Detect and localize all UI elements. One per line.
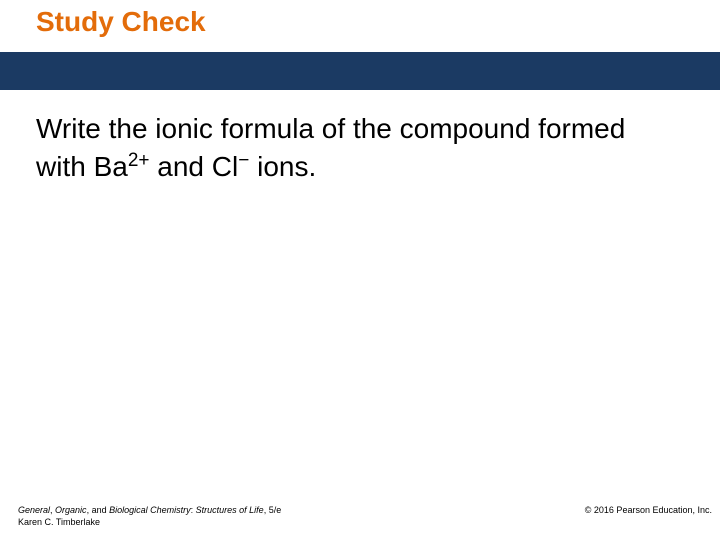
book-title-biological: Biological Chemistry <box>109 505 191 515</box>
book-title-general: General <box>18 505 51 515</box>
book-author: Karen C. Timberlake <box>18 517 101 527</box>
title-divider-bar <box>0 52 720 90</box>
book-title-sep1: , <box>50 505 56 515</box>
question-line-2-middle: and Cl <box>149 151 239 182</box>
book-title-edition: , 5/e <box>263 505 282 515</box>
book-title-structures: Structures of Life <box>195 505 264 515</box>
question-line-2-suffix: ions. <box>249 151 317 182</box>
footer-book-citation <box>18 504 281 528</box>
question-text <box>36 110 720 186</box>
book-title <box>18 505 281 515</box>
book-title-sep3: : <box>190 505 196 515</box>
anion-charge: − <box>238 150 250 171</box>
cation-charge: 2+ <box>127 150 150 171</box>
book-title-organic: Organic <box>55 505 87 515</box>
slide-title: Study Check <box>36 6 206 37</box>
question-line-2-prefix: with Ba <box>36 151 128 182</box>
question-line-1: Write the ionic formula of the compound formed <box>36 113 626 144</box>
book-title-sep2: , and <box>86 505 110 515</box>
footer-copyright: © 2016 Pearson Education, Inc. <box>584 505 712 515</box>
